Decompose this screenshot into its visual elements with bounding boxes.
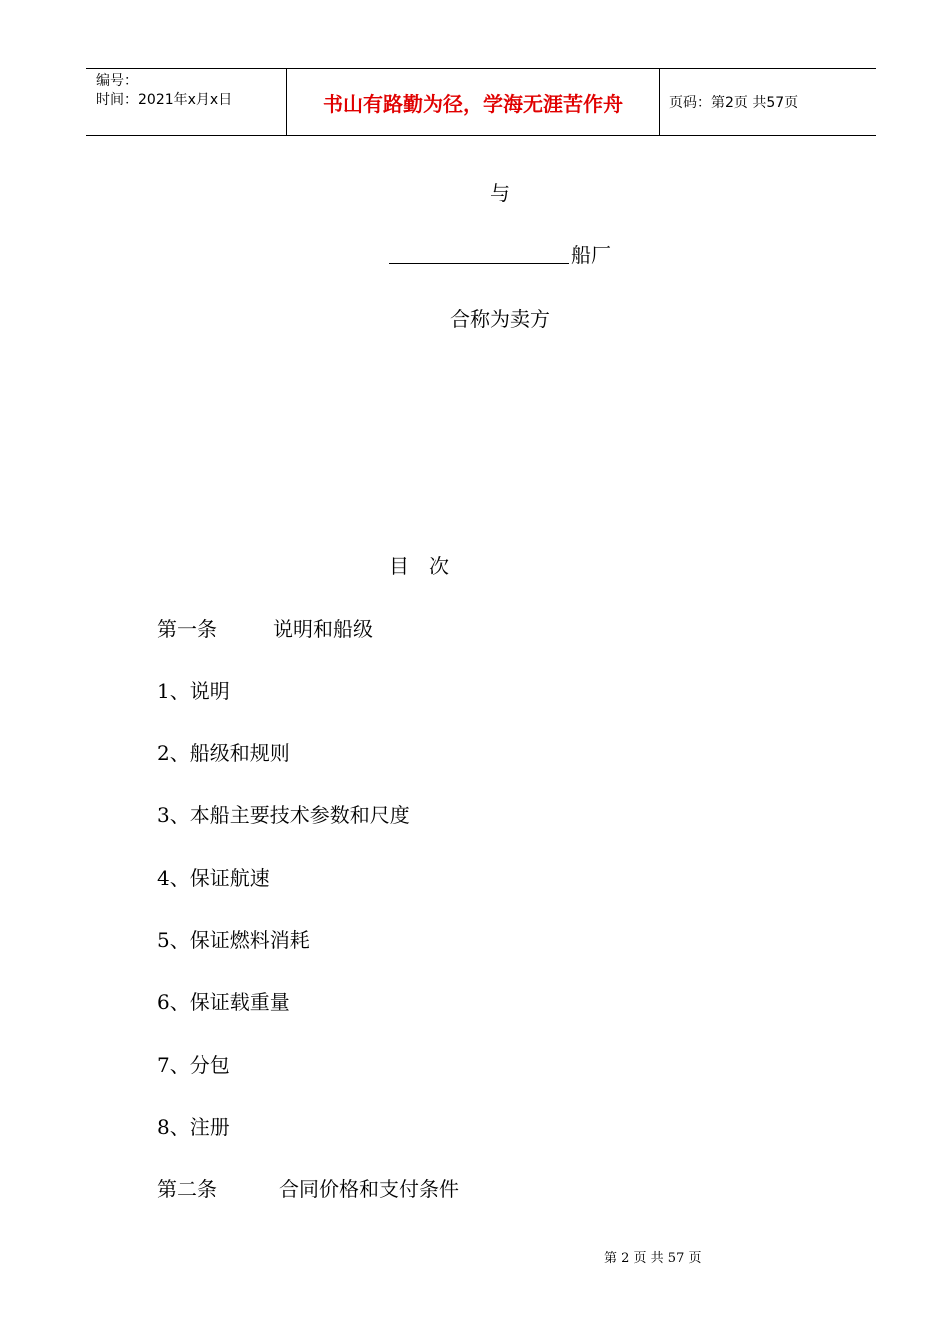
page-footer: 第 2 页 共 57 页 [604, 1251, 702, 1266]
header-page-label: 页码：第2页 共57页 [669, 95, 799, 111]
toc-item: 5、保证燃料消耗 [157, 928, 310, 952]
number-label: 编号： [96, 73, 138, 89]
intro-shipyard-line [0, 242, 950, 268]
toc-article-title: 说明和船级 [273, 617, 373, 641]
toc-title: 目 次 [389, 554, 449, 578]
toc-item: 7、分包 [157, 1053, 230, 1077]
toc-article [157, 616, 373, 642]
toc-article-number: 第二条 [157, 1177, 217, 1201]
page-header [86, 68, 876, 136]
intro-seller: 合称为卖方 [450, 307, 550, 331]
toc-article-number: 第一条 [157, 617, 217, 641]
toc-item: 6、保证载重量 [157, 990, 290, 1014]
toc-item: 3、本船主要技术参数和尺度 [157, 803, 410, 827]
toc-item: 2、船级和规则 [157, 741, 290, 765]
toc-item: 8、注册 [157, 1115, 230, 1139]
header-meta [86, 69, 287, 135]
intro-and: 与 [490, 181, 510, 205]
toc-article [157, 1176, 459, 1202]
toc-article-title: 合同价格和支付条件 [279, 1177, 459, 1201]
time-label: 时间：2021年x月x日 [96, 92, 233, 108]
header-motto: 书山有路勤为径，学海无涯苦作舟 [287, 69, 660, 135]
intro-shipyard: 船厂 [571, 243, 611, 267]
toc-item: 1、说明 [157, 679, 230, 703]
toc-item: 4、保证航速 [157, 866, 270, 890]
blank-underline [389, 243, 569, 264]
